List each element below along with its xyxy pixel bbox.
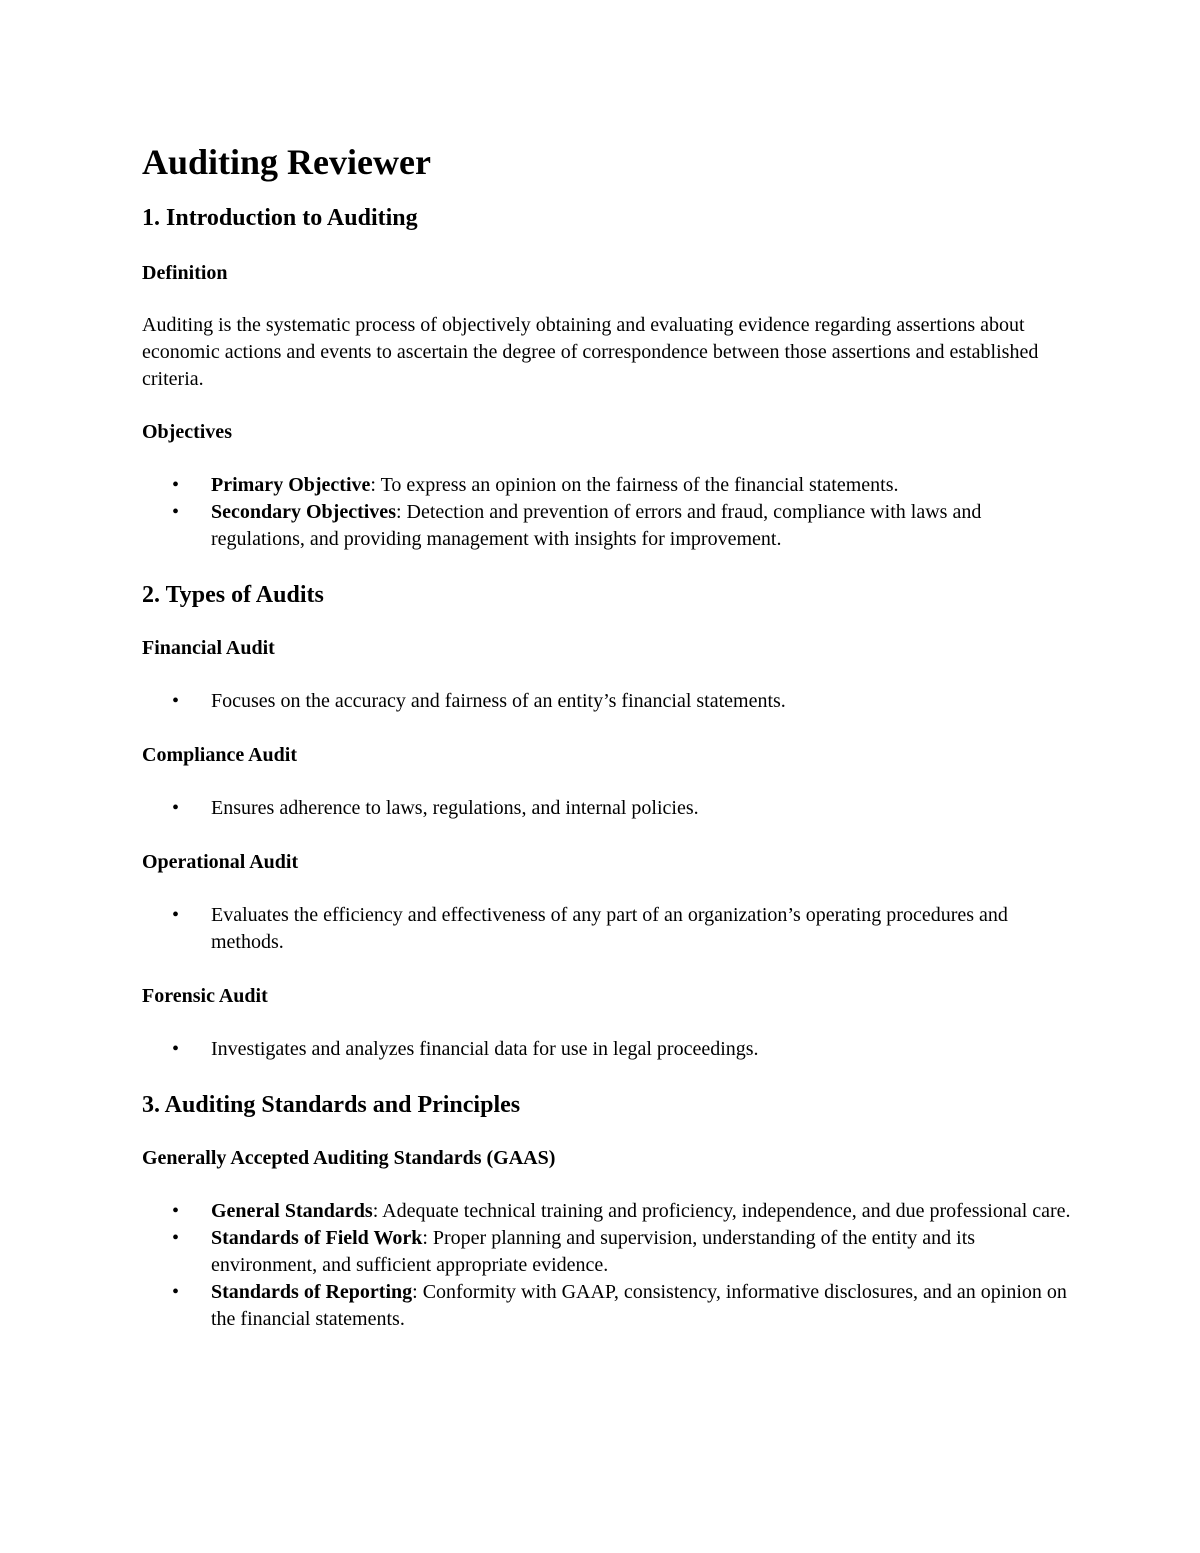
bullet-icon: • — [172, 501, 180, 523]
list-item-text: Focuses on the accuracy and fairness of an entity’s financial statements. — [211, 690, 786, 712]
section-heading-types: 2. Types of Audits — [142, 582, 324, 608]
list-item — [142, 499, 1072, 553]
list-item-text: : Detection and prevention of errors and fraud, compliance with laws and regulations, and providing management with insights for improvement. — [211, 501, 982, 550]
subheading-operational-audit: Operational Audit — [142, 851, 299, 873]
list-item — [142, 1279, 1072, 1333]
bullet-icon: • — [172, 797, 180, 819]
list-item — [142, 1036, 1072, 1063]
subheading-financial-audit: Financial Audit — [142, 637, 275, 659]
list-item-term: Primary Objective — [211, 474, 371, 496]
list-item-text: : To express an opinion on the fairness of the financial statements. — [370, 474, 899, 496]
forensic-audit-list — [142, 1036, 1072, 1063]
definition-paragraph: Auditing is the systematic process of objectively obtaining and evaluating evidence regarding assertions about economic actions and events to ascertain the degree of correspondence between those assertions and established criteria. — [142, 314, 1039, 390]
operational-audit-list — [142, 902, 1072, 956]
subheading-forensic-audit: Forensic Audit — [142, 985, 268, 1007]
list-item — [142, 795, 1072, 822]
list-item — [142, 1225, 1072, 1279]
list-item — [142, 688, 1072, 715]
compliance-audit-list — [142, 795, 1072, 822]
list-item-text: Investigates and analyzes financial data for use in legal proceedings. — [211, 1038, 759, 1060]
bullet-icon: • — [172, 1281, 180, 1303]
bullet-icon: • — [172, 474, 180, 496]
subheading-compliance-audit: Compliance Audit — [142, 744, 298, 766]
bullet-icon: • — [172, 1227, 180, 1249]
list-item-term: Standards of Field Work — [211, 1227, 423, 1249]
subheading-definition: Definition — [142, 262, 228, 284]
list-item-text: : Proper planning and supervision, understanding of the entity and its environment, and sufficient appropriate evidence. — [211, 1227, 976, 1276]
bullet-icon: • — [172, 904, 180, 926]
list-item-text: : Adequate technical training and proficiency, independence, and due professional care. — [372, 1200, 1071, 1222]
list-item-text: : Conformity with GAAP, consistency, informative disclosures, and an opinion on the financial statements. — [211, 1281, 1067, 1330]
bullet-icon: • — [172, 690, 180, 712]
list-item-term: General Standards — [211, 1200, 373, 1222]
list-item-term: Secondary Objectives — [211, 501, 396, 523]
list-item-text: Evaluates the efficiency and effectiveness of any part of an organization’s operating procedures and methods. — [211, 904, 1008, 953]
bullet-icon: • — [172, 1200, 180, 1222]
list-item — [142, 902, 1072, 956]
document-page — [142, 138, 1072, 1333]
list-item-term: Standards of Reporting — [211, 1281, 413, 1303]
subheading-gaas: Generally Accepted Auditing Standards (GAAS) — [142, 1147, 556, 1169]
section-heading-standards: 3. Auditing Standards and Principles — [142, 1092, 521, 1118]
bullet-icon: • — [172, 1038, 180, 1060]
document-title: Auditing Reviewer — [142, 142, 431, 182]
gaas-list — [142, 1198, 1072, 1333]
list-item — [142, 472, 1072, 499]
list-item — [142, 1198, 1072, 1225]
section-heading-introduction: 1. Introduction to Auditing — [142, 205, 418, 231]
financial-audit-list — [142, 688, 1072, 715]
objectives-list — [142, 472, 1072, 553]
subheading-objectives: Objectives — [142, 421, 232, 443]
list-item-text: Ensures adherence to laws, regulations, and internal policies. — [211, 797, 699, 819]
